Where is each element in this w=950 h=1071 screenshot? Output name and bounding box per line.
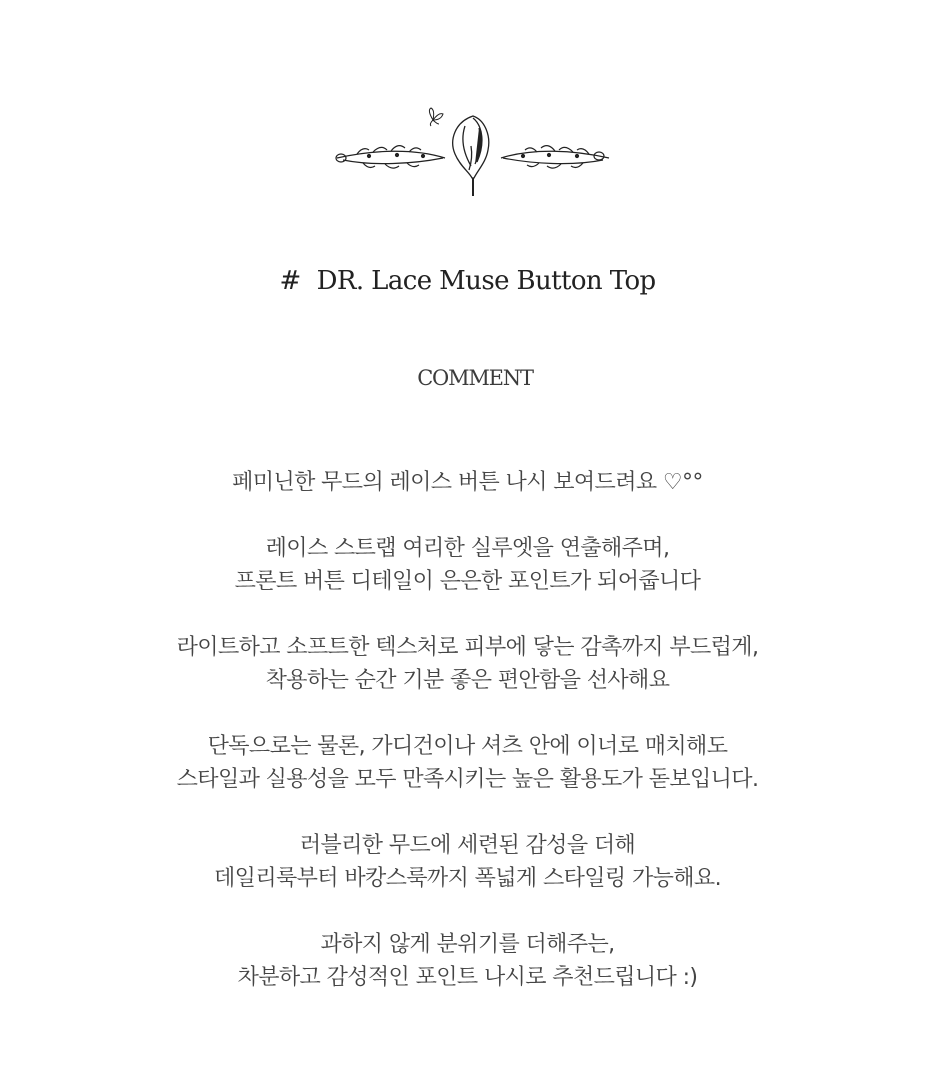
calla-lily-ornament — [333, 100, 613, 200]
comment-line: 단독으로는 물론, 가디건이나 셔츠 안에 이너로 매치해도 — [207, 734, 728, 759]
comment-line: 스타일과 실용성을 모두 만족시키는 높은 활용도가 돋보입니다. — [176, 767, 759, 792]
comment-paragraph — [0, 730, 935, 796]
comment-paragraph — [0, 928, 935, 994]
comment-paragraph — [0, 829, 935, 895]
comment-line: 데일리룩부터 바캉스룩까지 폭넓게 스타일링 가능해요. — [214, 866, 721, 891]
comment-line: 러블리한 무드에 세련된 감성을 더해 — [299, 833, 636, 858]
comment-line: 레이스 스트랩 여리한 실루엣을 연출해주며, — [265, 536, 670, 561]
comment-heading: COMMENT — [417, 366, 533, 390]
comment-paragraph — [0, 466, 935, 499]
comment-line: 차분하고 감성적인 포인트 나시로 추천드립니다 :) — [237, 965, 698, 990]
right-vine-icon — [501, 146, 609, 168]
comment-line: 페미닌한 무드의 레이스 버튼 나시 보여드려요 ♡°° — [232, 470, 703, 495]
title-hash: # — [279, 266, 301, 296]
calla-lily-icon — [453, 116, 489, 196]
comment-paragraph — [0, 631, 935, 697]
comment-line: 라이트하고 소프트한 텍스처로 피부에 닿는 감촉까지 부드럽게, — [176, 635, 759, 660]
comment-line: 과하지 않게 분위기를 더해주는, — [320, 932, 615, 957]
product-title — [0, 266, 935, 296]
comment-line: 착용하는 순간 기분 좋은 편안함을 선사해요 — [265, 668, 670, 693]
comment-paragraph — [0, 532, 935, 598]
comment-body — [0, 466, 935, 1027]
comment-line: 프론트 버튼 디테일이 은은한 포인트가 되어줍니다 — [234, 569, 701, 594]
butterfly-icon — [429, 108, 443, 126]
product-name: DR. Lace Muse Button Top — [316, 266, 656, 296]
left-vine-icon — [336, 146, 445, 168]
